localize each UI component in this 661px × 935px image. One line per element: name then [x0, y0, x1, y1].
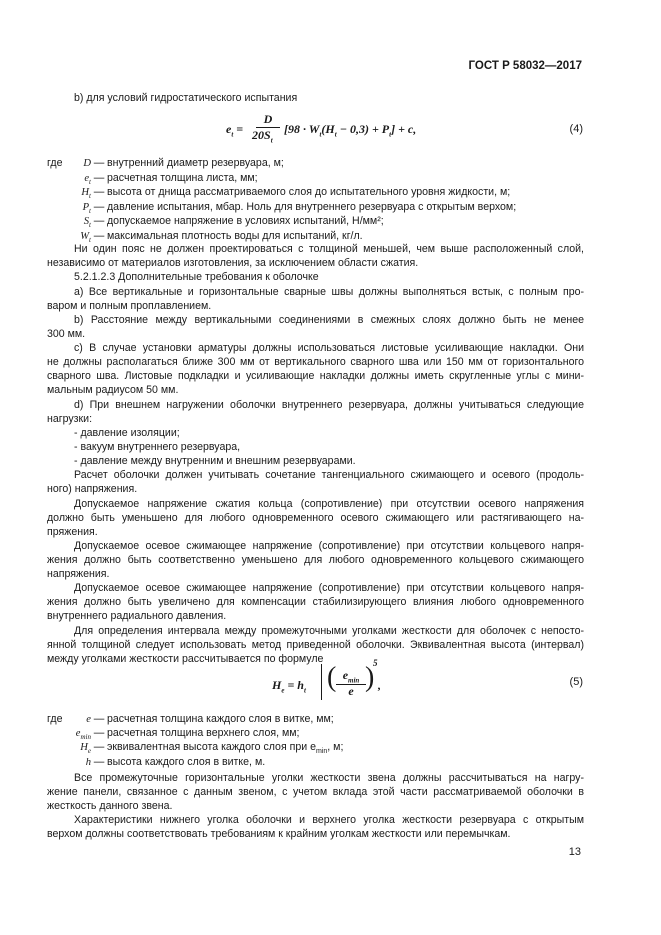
text-line: внутреннего радиального давления.: [47, 610, 227, 622]
formula-subscript: e: [281, 686, 285, 695]
text-line: сварного шва. Листовые подкладки и усиливающие накладки должны иметь скругленные углы с мини-: [47, 370, 584, 382]
formula-symbol: e: [226, 122, 232, 136]
text-line: янной толщиной следует использовать метод приведенной оболочки. Эквивалентная высота (интервал): [47, 639, 584, 651]
formula-subscript: t: [319, 130, 322, 139]
text-line: пряжения.: [47, 526, 98, 538]
definition-dash: —: [93, 755, 105, 768]
definition-dash: —: [93, 229, 105, 242]
symbol-subscript: min: [80, 733, 91, 742]
text-line: жесткость данного звена.: [47, 800, 173, 812]
text-line: напряжения.: [47, 568, 110, 580]
symbol-letter: S: [83, 216, 90, 227]
definition-text: расчетная толщина верхнего слоя, мм;: [107, 727, 300, 740]
definition-dash: —: [93, 200, 105, 213]
definition-dash: —: [93, 171, 105, 184]
text-line: 300 мм.: [47, 328, 86, 340]
formula-subscript: t: [303, 686, 306, 695]
formula-term: ,: [378, 678, 381, 692]
symbol-subscript: t: [89, 192, 91, 201]
formula-term: = h: [287, 678, 304, 692]
fraction-numerator: D: [256, 112, 280, 128]
text-line: - вакуум внутреннего резервуара,: [74, 441, 241, 453]
equation-number: (4): [569, 123, 583, 135]
text-line: Расчет оболочки должен учитывать сочетание тангенциального сжимающего и осевого (продоль-: [74, 469, 584, 481]
symbol-letter: h: [85, 756, 91, 768]
symbol-subscript: t: [89, 221, 91, 230]
definition-symbol: [61, 157, 91, 172]
document-header: ГОСТ Р 58032—2017: [468, 60, 582, 72]
formula-term: − 0,3) + P: [336, 122, 390, 136]
text-line: c) В случае установки арматуры должны использоваться листовые усиливающие накладки. Они: [74, 342, 584, 354]
definition-text: высота от днища рассматриваемого слоя до испытательного уровня жидкости, м;: [107, 186, 511, 198]
definition-text: высота каждого слоя в витке, м.: [107, 755, 266, 768]
definition-text: расчетная толщина каждого слоя в витке, мм;: [107, 713, 334, 725]
definition-text: эквивалентная высота каждого слоя при e: [107, 741, 317, 754]
right-paren: ): [365, 662, 375, 693]
text-line: 5.2.1.2.3 Дополнительные требования к оболочке: [74, 271, 319, 283]
formula-subscript: t: [270, 136, 273, 145]
text-line: Допускаемое напряжение сжатия кольца (сопротивление) при отсутствии осевого напряжения: [74, 498, 584, 510]
text-line: d) При внешнем нагружении оболочки внутреннего резервуара, должны учитываться следующие: [74, 399, 584, 411]
formula-5: [272, 658, 382, 706]
fraction-denominator: e: [348, 684, 354, 698]
text-line: между уголками жесткости рассчитывается по формуле: [47, 653, 324, 665]
text-line: Ни один пояс не должен проектироваться с толщиной меньшей, чем выше расположенный слой,: [74, 243, 584, 255]
text-line: а) Все вертикальные и горизонтальные сварные швы должны выполняться встык, с полным про-: [74, 286, 584, 298]
text-line: должно быть уменьшено для любого одновременного осевого сжимающего или растягивающего на-: [47, 512, 584, 524]
formula-subscript: min: [348, 676, 360, 685]
symbol-subscript: t: [89, 235, 91, 244]
text-line: варом и полным проплавлением.: [47, 300, 212, 312]
formula-term: [98 · W: [284, 122, 320, 136]
text-line: Все промежуточные горизонтальные уголки жесткости звена должны рассчитываться на нагру-: [74, 772, 584, 784]
text-line: Допускаемое осевое сжимающее напряжение (сопротивление) при отсутствии кольцевого напря-: [74, 582, 584, 594]
symbol-letter: H: [81, 187, 90, 198]
text-line: мальным радиусом 50 мм.: [47, 384, 179, 396]
text-line: жения должно быть увеличено для компенсации стабилизирующего влияния любого одновременного: [47, 596, 584, 608]
symbol-subscript: t: [89, 206, 91, 215]
definition-lead: где: [47, 713, 63, 725]
root-sign: [321, 664, 324, 700]
definition-lead: где: [47, 157, 63, 169]
definition-row: [47, 156, 587, 172]
definition-dash: —: [93, 713, 105, 725]
symbol-letter: D: [83, 158, 91, 169]
text-line: Характеристики нижнего уголка оболочки и верхнего уголка жесткости резервуара с открытым: [74, 814, 584, 826]
formula-subscript: t: [334, 130, 337, 139]
text-line: жение панели, связанное с данным звеном, с учетом вклада этой части рассматриваемой оболочки в: [47, 786, 584, 798]
text-line: - давление между внутренним и внешним резервуарами.: [74, 455, 356, 467]
definition-row: [47, 712, 587, 728]
formula-subscript: t: [389, 130, 392, 139]
text-line: - давление изоляции;: [74, 427, 180, 439]
text-line: ного) напряжения.: [47, 483, 138, 495]
text-line: нагрузки:: [47, 413, 93, 425]
symbol-letter: P: [82, 201, 90, 213]
definition-text: допускаемое напряжение в условиях испытаний, Н/мм²;: [107, 215, 384, 227]
definition-text-tail: , м;: [327, 741, 344, 754]
definition-dash: —: [93, 186, 105, 198]
formula-subscript: t: [231, 130, 234, 139]
symbol-letter: e: [86, 714, 91, 725]
text-line: жения должно быть соответственно уменьшено для любого одновременного кольцевого сжимающего: [47, 554, 584, 566]
text-line: b) для условий гидростатического испытания: [74, 92, 298, 104]
definition-text: максимальная плотность воды для испытаний, кг/л.: [107, 229, 363, 242]
definition-text: давление испытания, мбар. Ноль для внутреннего резервуара с открытым верхом;: [107, 200, 517, 213]
definition-dash: —: [93, 215, 105, 227]
fraction-numerator: e: [342, 668, 349, 682]
symbol-subscript: e: [87, 747, 91, 756]
formula-4: $e_t$ = D $20S_t$ $[98 \cdot W_t(H_t - 0,3) + P_t] + c$,: [226, 112, 417, 145]
definition-dash: —: [93, 741, 105, 754]
definition-symbol: [61, 756, 91, 771]
formula-term: (H: [321, 122, 335, 136]
definition-subscript: min: [316, 748, 328, 756]
page-number: 13: [568, 846, 581, 858]
text-line: не должны располагаться ближе 300 мм от вертикального сварного шва или 150 мм от горизонтального: [47, 356, 584, 368]
definition-text: внутренний диаметр резервуара, м;: [107, 157, 284, 169]
symbol-letter: e: [84, 172, 90, 184]
text-line: верхом должны соответствовать требованиям к крайним уголкам жесткости или перемычкам.: [47, 828, 511, 840]
fraction-denominator: 20S: [252, 128, 271, 142]
definition-text: расчетная толщина листа, мм;: [107, 171, 258, 184]
text-line: Для определения интервала между промежуточными уголками жесткости для оболочек с непосто-: [74, 625, 584, 637]
definition-dash: —: [93, 157, 105, 169]
symbol-letter: W: [80, 230, 90, 242]
text-line: b) Расстояние между вертикальными соединениями в смежных слоях должно быть не менее: [74, 314, 584, 326]
formula-exponent: 5: [373, 658, 378, 668]
text-line: Допускаемое осевое сжимающее напряжение (сопротивление) при отсутствии кольцевого напря-: [74, 540, 584, 552]
formula-symbol: H: [272, 678, 282, 692]
symbol-subscript: t: [89, 177, 91, 186]
text-line: независимо от материалов изготовления, за исключением области сжатия.: [47, 257, 419, 269]
equation-number: (5): [569, 676, 583, 688]
formula-term: ] + c,: [391, 122, 417, 136]
left-paren: (: [327, 662, 337, 693]
definition-row: [47, 755, 587, 771]
symbol-letter: H: [80, 742, 88, 754]
definition-dash: —: [93, 727, 105, 740]
symbol-letter: e: [75, 728, 81, 740]
